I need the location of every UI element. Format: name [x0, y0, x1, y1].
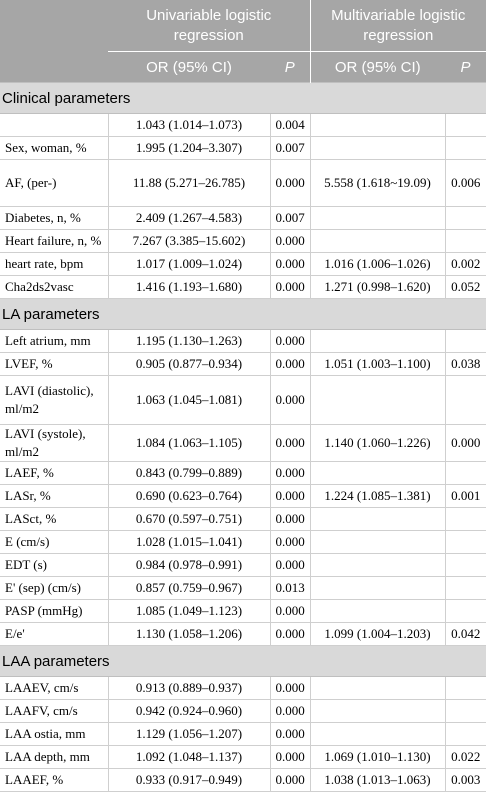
multi-or-cell — [310, 600, 445, 623]
uni-p-cell: 0.000 — [270, 160, 310, 207]
multi-p-cell: 0.003 — [445, 769, 486, 792]
multi-p-cell: 0.052 — [445, 276, 486, 299]
table-row — [0, 376, 486, 425]
uni-or-cell: 0.905 (0.877–0.934) — [108, 353, 270, 376]
multi-or-cell: 1.271 (0.998–1.620) — [310, 276, 445, 299]
row-label: Left atrium, mm — [0, 330, 108, 353]
table-row — [0, 160, 486, 207]
uni-or-cell: 2.409 (1.267–4.583) — [108, 207, 270, 230]
header-p-univariable: P — [270, 52, 310, 83]
uni-p-cell: 0.000 — [270, 600, 310, 623]
multi-or-cell — [310, 554, 445, 577]
multi-p-cell — [445, 577, 486, 600]
table-row — [0, 677, 486, 700]
row-label: E (cm/s) — [0, 531, 108, 554]
multi-p-cell: 0.002 — [445, 253, 486, 276]
row-label: EDT (s) — [0, 554, 108, 577]
uni-p-cell: 0.000 — [270, 230, 310, 253]
header-row-columns — [0, 52, 486, 83]
table-row — [0, 700, 486, 723]
section-title-laa: LAA parameters — [0, 646, 486, 677]
multi-p-cell — [445, 230, 486, 253]
multi-or-cell — [310, 462, 445, 485]
uni-or-cell: 0.670 (0.597–0.751) — [108, 508, 270, 531]
row-label: PASP (mmHg) — [0, 600, 108, 623]
table-row — [0, 554, 486, 577]
multi-p-cell: 0.006 — [445, 160, 486, 207]
uni-or-cell: 1.129 (1.056–1.207) — [108, 723, 270, 746]
table-row — [0, 114, 486, 137]
row-label: LASct, % — [0, 508, 108, 531]
multi-or-cell — [310, 230, 445, 253]
uni-or-cell: 1.017 (1.009–1.024) — [108, 253, 270, 276]
header-p-multivariable: P — [445, 52, 486, 83]
table-row — [0, 769, 486, 792]
row-label: LAVI (systole), ml/m2 — [0, 425, 108, 462]
row-label: LAAFV, cm/s — [0, 700, 108, 723]
row-label: LAEF, % — [0, 462, 108, 485]
row-label: E' (sep) (cm/s) — [0, 577, 108, 600]
multi-p-cell — [445, 207, 486, 230]
uni-or-cell: 0.942 (0.924–0.960) — [108, 700, 270, 723]
multi-or-cell: 1.099 (1.004–1.203) — [310, 623, 445, 646]
header-or-ci-univariable: OR (95% CI) — [108, 52, 270, 83]
table-row — [0, 623, 486, 646]
header-blank — [0, 0, 108, 52]
uni-or-cell: 1.195 (1.130–1.263) — [108, 330, 270, 353]
uni-p-cell: 0.000 — [270, 677, 310, 700]
multi-or-cell — [310, 577, 445, 600]
row-label: heart rate, bpm — [0, 253, 108, 276]
table-row — [0, 353, 486, 376]
table-row — [0, 462, 486, 485]
multi-or-cell: 5.558 (1.618~19.09) — [310, 160, 445, 207]
multi-or-cell — [310, 508, 445, 531]
uni-or-cell: 1.085 (1.049–1.123) — [108, 600, 270, 623]
row-label: Diabetes, n, % — [0, 207, 108, 230]
section-title-clinical: Clinical parameters — [0, 83, 486, 114]
multi-or-cell: 1.224 (1.085–1.381) — [310, 485, 445, 508]
multi-or-cell: 1.051 (1.003–1.100) — [310, 353, 445, 376]
uni-p-cell: 0.000 — [270, 330, 310, 353]
table-row — [0, 137, 486, 160]
multi-p-cell — [445, 330, 486, 353]
uni-p-cell: 0.007 — [270, 207, 310, 230]
row-label — [0, 114, 108, 137]
table-row — [0, 276, 486, 299]
table-row — [0, 485, 486, 508]
multi-or-cell — [310, 330, 445, 353]
table-row — [0, 600, 486, 623]
uni-p-cell: 0.000 — [270, 723, 310, 746]
row-label: Cha2ds2vasc — [0, 276, 108, 299]
table-row — [0, 723, 486, 746]
uni-or-cell: 1.063 (1.045–1.081) — [108, 376, 270, 425]
table-row — [0, 207, 486, 230]
multi-p-cell — [445, 114, 486, 137]
multi-or-cell — [310, 207, 445, 230]
section-row-clinical — [0, 83, 486, 114]
table-row — [0, 330, 486, 353]
table-row — [0, 508, 486, 531]
multi-p-cell: 0.001 — [445, 485, 486, 508]
uni-p-cell: 0.000 — [270, 508, 310, 531]
uni-p-cell: 0.000 — [270, 700, 310, 723]
row-label: AF, (per-) — [0, 160, 108, 207]
uni-or-cell: 1.084 (1.063–1.105) — [108, 425, 270, 462]
uni-p-cell: 0.000 — [270, 485, 310, 508]
multi-or-cell — [310, 137, 445, 160]
row-label: E/e' — [0, 623, 108, 646]
uni-p-cell: 0.000 — [270, 376, 310, 425]
multi-or-cell — [310, 531, 445, 554]
table-row — [0, 230, 486, 253]
uni-p-cell: 0.000 — [270, 623, 310, 646]
multi-or-cell: 1.016 (1.006–1.026) — [310, 253, 445, 276]
multi-p-cell — [445, 700, 486, 723]
multi-p-cell: 0.022 — [445, 746, 486, 769]
multi-or-cell: 1.069 (1.010–1.130) — [310, 746, 445, 769]
row-label: LASr, % — [0, 485, 108, 508]
uni-p-cell: 0.000 — [270, 554, 310, 577]
table-row — [0, 253, 486, 276]
multi-or-cell: 1.038 (1.013–1.063) — [310, 769, 445, 792]
row-label: LVEF, % — [0, 353, 108, 376]
multi-p-cell: 0.042 — [445, 623, 486, 646]
uni-or-cell: 0.913 (0.889–0.937) — [108, 677, 270, 700]
multi-p-cell: 0.038 — [445, 353, 486, 376]
uni-or-cell: 1.043 (1.014–1.073) — [108, 114, 270, 137]
multi-or-cell — [310, 700, 445, 723]
table-row — [0, 425, 486, 462]
header-multivariable: Multivariable logistic regression — [310, 0, 486, 52]
table-row — [0, 531, 486, 554]
row-label: Heart failure, n, % — [0, 230, 108, 253]
uni-or-cell: 1.092 (1.048–1.137) — [108, 746, 270, 769]
uni-or-cell: 1.028 (1.015–1.041) — [108, 531, 270, 554]
row-label: LAVI (diastolic), ml/m2 — [0, 376, 108, 425]
multi-p-cell — [445, 376, 486, 425]
multi-or-cell — [310, 723, 445, 746]
multi-p-cell — [445, 508, 486, 531]
section-row-laa — [0, 646, 486, 677]
uni-or-cell: 0.984 (0.978–0.991) — [108, 554, 270, 577]
multi-or-cell — [310, 114, 445, 137]
uni-p-cell: 0.000 — [270, 462, 310, 485]
multi-p-cell — [445, 137, 486, 160]
row-label: Sex, woman, % — [0, 137, 108, 160]
multi-p-cell — [445, 554, 486, 577]
multi-p-cell: 0.000 — [445, 425, 486, 462]
header-row-group — [0, 0, 486, 52]
multi-p-cell — [445, 723, 486, 746]
multi-or-cell — [310, 376, 445, 425]
header-or-ci-multivariable: OR (95% CI) — [310, 52, 445, 83]
uni-p-cell: 0.004 — [270, 114, 310, 137]
table-row — [0, 746, 486, 769]
uni-or-cell: 1.416 (1.193–1.680) — [108, 276, 270, 299]
uni-p-cell: 0.000 — [270, 746, 310, 769]
multi-or-cell — [310, 677, 445, 700]
uni-or-cell: 0.843 (0.799–0.889) — [108, 462, 270, 485]
row-label: LAA ostia, mm — [0, 723, 108, 746]
uni-or-cell: 0.933 (0.917–0.949) — [108, 769, 270, 792]
row-label: LAAEV, cm/s — [0, 677, 108, 700]
multi-p-cell — [445, 677, 486, 700]
uni-p-cell: 0.013 — [270, 577, 310, 600]
uni-p-cell: 0.000 — [270, 253, 310, 276]
uni-p-cell: 0.000 — [270, 531, 310, 554]
uni-or-cell: 11.88 (5.271–26.785) — [108, 160, 270, 207]
uni-p-cell: 0.000 — [270, 769, 310, 792]
uni-or-cell: 0.690 (0.623–0.764) — [108, 485, 270, 508]
uni-p-cell: 0.007 — [270, 137, 310, 160]
multi-p-cell — [445, 531, 486, 554]
section-row-la — [0, 299, 486, 330]
uni-p-cell: 0.000 — [270, 425, 310, 462]
uni-or-cell: 0.857 (0.759–0.967) — [108, 577, 270, 600]
uni-p-cell: 0.000 — [270, 276, 310, 299]
uni-or-cell: 1.130 (1.058–1.206) — [108, 623, 270, 646]
header-univariable: Univariable logistic regression — [108, 0, 310, 52]
multi-p-cell — [445, 600, 486, 623]
header-blank-2 — [0, 52, 108, 83]
table-row — [0, 577, 486, 600]
row-label: LAAEF, % — [0, 769, 108, 792]
multi-or-cell: 1.140 (1.060–1.226) — [310, 425, 445, 462]
section-title-la: LA parameters — [0, 299, 486, 330]
uni-p-cell: 0.000 — [270, 353, 310, 376]
multi-p-cell — [445, 462, 486, 485]
row-label: LAA depth, mm — [0, 746, 108, 769]
uni-or-cell: 7.267 (3.385–15.602) — [108, 230, 270, 253]
uni-or-cell: 1.995 (1.204–3.307) — [108, 137, 270, 160]
